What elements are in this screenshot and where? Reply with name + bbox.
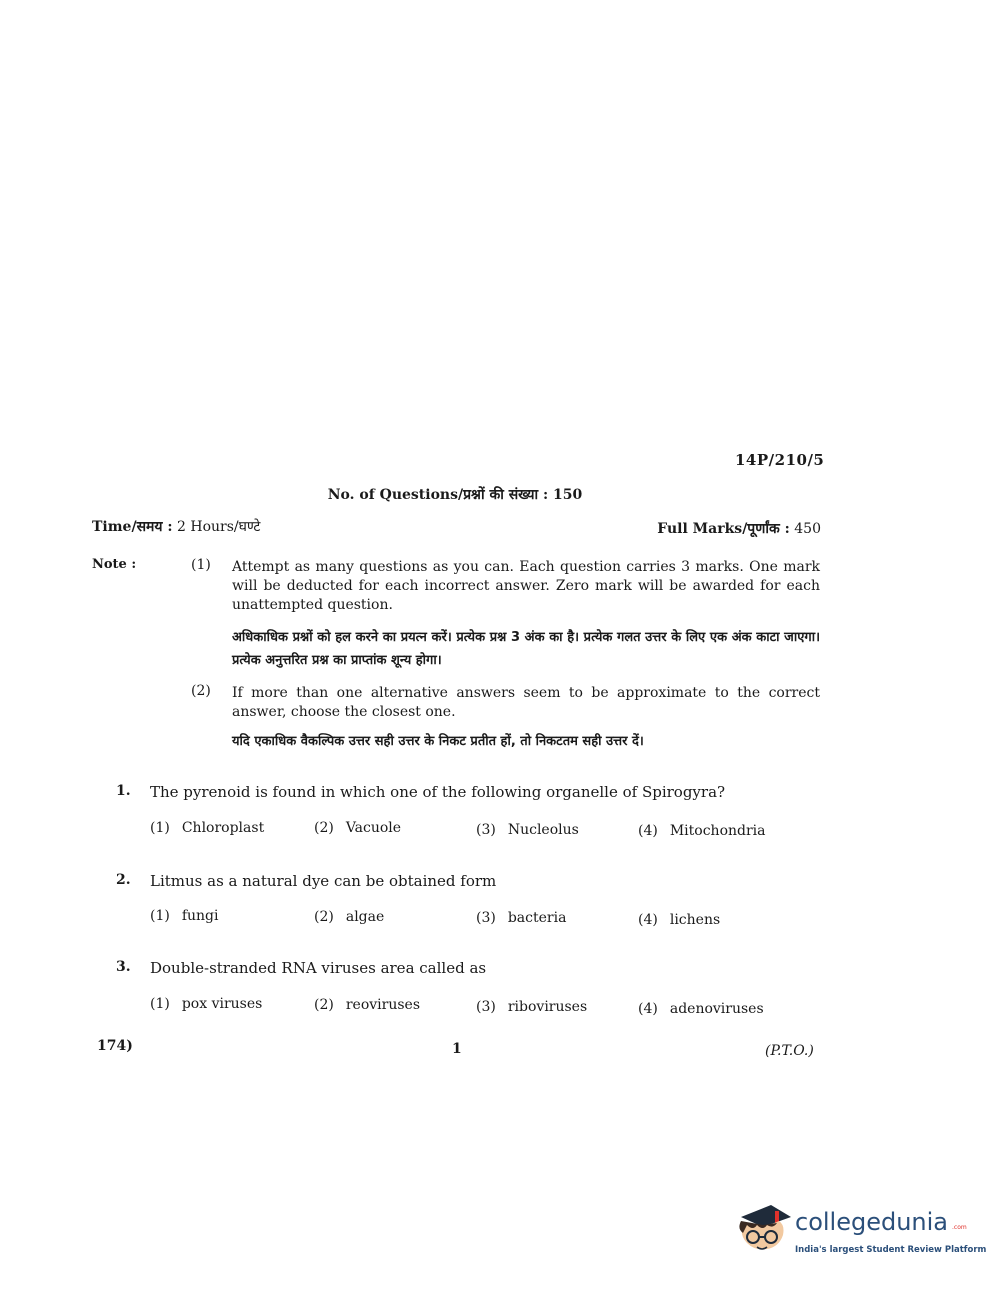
question-number: 1. [116, 783, 131, 799]
option-text: fungi [181, 908, 219, 924]
note-item-number: (2) [191, 683, 211, 699]
option-text: algae [345, 909, 385, 925]
option [314, 820, 401, 836]
option-text: reoviruses [345, 997, 420, 1013]
paper-code: 14P/210/5 [735, 451, 825, 469]
option-number: (1) [150, 996, 170, 1012]
option-number: (1) [150, 908, 170, 924]
option-number: (3) [476, 999, 496, 1015]
option-text: adenoviruses [669, 1001, 764, 1017]
option [476, 822, 579, 838]
option [150, 996, 262, 1012]
option [476, 999, 587, 1015]
option-text: Mitochondria [669, 823, 766, 839]
full-marks [657, 519, 821, 538]
option [638, 1001, 764, 1017]
option [150, 908, 219, 924]
option [638, 912, 720, 928]
option-number: (2) [314, 997, 334, 1013]
option-number: (4) [638, 912, 658, 928]
option-text: Chloroplast [181, 820, 265, 836]
note-label: Note : [92, 557, 137, 572]
marks-label: Full Marks/पूर्णांक : [657, 521, 790, 537]
question-text: The pyrenoid is found in which one of the following organelle of Spirogyra? [150, 783, 726, 801]
note-item-english: Attempt as many questions as you can. Each question carries 3 marks. One mark will be deducted for each incorrect answer. Zero mark will be awarded for each unattempted question. [232, 559, 820, 613]
pto-label: (P.T.O.) [765, 1043, 814, 1059]
note-item-english: If more than one alternative answers seem to be approximate to the correct answer, choose the closest one. [232, 685, 820, 720]
option-text: bacteria [507, 910, 567, 926]
question-number: 2. [116, 872, 131, 888]
watermark-tagline: India's largest Student Review Platform [795, 1245, 987, 1255]
watermark-name: collegedunia [795, 1208, 949, 1236]
option [314, 909, 384, 925]
option-text: pox viruses [181, 996, 263, 1012]
option-text: riboviruses [507, 999, 588, 1015]
note-item-hindi: अधिकाधिक प्रश्नों को हल करने का प्रयत्न करें। प्रत्येक प्रश्न 3 अंक का है। प्रत्येक गलत उत्तर के लिए एक अंक काटा जाएगा। प्रत्येक अनुत्तरित प्रश्न का प्राप्तांक शून्य होगा। [232, 630, 820, 668]
time-value: 2 Hours/घण्टे [177, 519, 261, 535]
option-text: Nucleolus [507, 822, 579, 838]
marks-value: 450 [794, 521, 821, 537]
option-number: (2) [314, 909, 334, 925]
watermark-suffix: .com [952, 1224, 967, 1231]
option-text: Vacuole [345, 820, 402, 836]
question-text: Double-stranded RNA viruses area called as [150, 959, 487, 977]
option-number: (4) [638, 823, 658, 839]
option-number: (2) [314, 820, 334, 836]
question-number: 3. [116, 959, 131, 975]
option [314, 997, 420, 1013]
option [638, 823, 766, 839]
option [476, 910, 566, 926]
note-item-hindi: यदि एकाधिक वैकल्पिक उत्तर सही उत्तर के निकट प्रतीत हों, तो निकटतम सही उत्तर दें। [232, 734, 644, 749]
option-number: (1) [150, 820, 170, 836]
option [150, 820, 264, 836]
option-number: (4) [638, 1001, 658, 1017]
footer-left: 174) [97, 1038, 133, 1054]
question-text: Litmus as a natural dye can be obtained form [150, 872, 497, 890]
option-number: (3) [476, 910, 496, 926]
time-label: Time/समय : [92, 519, 173, 535]
questions-count: No. of Questions/प्रश्नों की संख्या : 150 [327, 487, 583, 503]
option-text: lichens [669, 912, 721, 928]
page-number: 1 [452, 1041, 462, 1057]
time-info [92, 517, 260, 536]
note-item-number: (1) [191, 557, 211, 573]
option-number: (3) [476, 822, 496, 838]
